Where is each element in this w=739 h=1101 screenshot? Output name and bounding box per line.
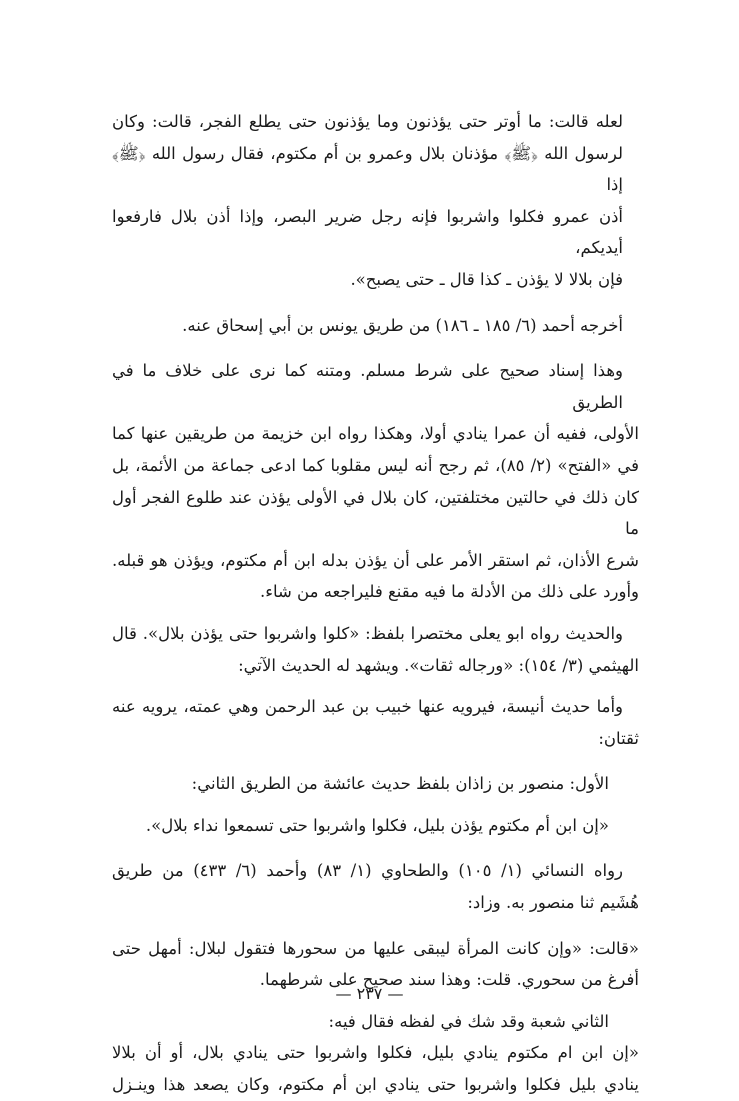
text-line: لعله قالت: ما أوتر حتى يؤذنون وما يؤذنون حتى يطلع الفجر، قالت: وكان	[112, 112, 623, 131]
text-line: أفرغ من سحوري. قلت: وهذا سند صحيح على شرطهما.	[259, 970, 639, 990]
text-line: «إن ابن ام مكتوم ينادي بليل، فكلوا واشربوا حتى ينادي بلال، أو أن بلالا	[112, 1043, 639, 1063]
text-line: الهيثمي (٣/ ١٥٤): «ورجاله ثقات». ويشهد له الحديث الآتي:	[238, 655, 639, 675]
text-line: رواه النسائي (١/ ١٠٥) والطحاوي (١/ ٨٣) وأحمد (٦/ ٤٣٣) من طريق	[112, 861, 624, 881]
text-line: والحديث رواه ابو يعلى مختصرا بلفظ: «كلوا واشربوا حتى يؤذن بلال». قال	[112, 623, 623, 643]
text-line: أخرجه أحمد (٦/ ١٨٥ ـ ١٨٦) من طريق يونس بن أبي إسحاق عنه.	[182, 315, 623, 335]
paragraph-abu-yala	[112, 618, 639, 681]
text-line: «قالت: «وإن كانت المرأة ليبقى عليها من سحورها فتقول لبلال: أمهل حتى	[112, 938, 639, 958]
paragraph-nasai-reference	[112, 855, 639, 918]
text-line: وهذا إسناد صحيح على شرط مسلم. ومتنه كما نرى على خلاف ما في الطريق	[112, 361, 623, 412]
text-line: هُشَيم ثنا منصور به. وزاد:	[467, 893, 639, 913]
text-line: ينادي بليل فكلوا واشربوا حتى ينادي ابن أم مكتوم، وكان يصعد هذا وينـزل	[112, 1075, 639, 1095]
text-line: شرع الأذان، ثم استقر الأمر على أن يؤذن بدله ابن أم مكتوم، ويؤذن هو قبله.	[112, 550, 639, 570]
text-line: «إن ابن أم مكتوم يؤذن بليل، فكلوا واشربوا حتى تسمعوا نداء بلال».	[145, 815, 609, 835]
paragraph-aisha-narration	[112, 106, 639, 296]
text-line: أذن عمرو فكلوا واشربوا فإنه رجل ضرير البصر، وإذا أذن بلال فارفعوا أيديكم،	[112, 206, 623, 258]
paragraph-ahmad-reference	[112, 310, 639, 342]
text-line: كان ذلك في حالتين مختلفتين، كان بلال في الأولى يؤذن عند طلوع الفجر أول ما	[112, 487, 639, 539]
text-line: في «الفتح» (٢/ ٨٥)، ثم رجح أنه ليس مقلوبا كما ادعى جماعة من الأئمة، بل	[112, 455, 639, 475]
text-line: وأما حديث أنيسة، فيرويه عنها خبيب بن عبد الرحمن وهي عمته، يرويه عنه	[112, 697, 623, 717]
paragraph-hadith-quote-1	[112, 810, 639, 842]
page-number: — ٢٣٧ —	[335, 984, 404, 1003]
text-line: لرسول الله ﴿ﷺ﴾ مؤذنان بلال وعمرو بن أم مكتوم، فقال رسول الله ﴿ﷺ﴾ إذا	[112, 143, 623, 195]
text-line: ثقتان:	[598, 728, 639, 748]
paragraph-unaysa	[112, 691, 639, 754]
paragraph-isnad-commentary	[112, 355, 639, 608]
text-line: الأولى، ففيه أن عمرا ينادي أولا، وهكذا رواه ابن خزيمة من طريقين عنها كما	[112, 424, 639, 444]
page-body-text	[112, 106, 639, 1101]
text-line: وأورد على ذلك من الأدلة ما فيه مقنع فليراجعه من شاء.	[259, 582, 639, 602]
paragraph-hadith-quote-3	[112, 1037, 639, 1100]
paragraph-first-narrator	[112, 768, 639, 800]
text-line: الأول: منصور بن زاذان بلفظ حديث عائشة من الطريق الثاني:	[191, 774, 609, 794]
paragraph-second-narrator	[112, 1006, 639, 1038]
text-line: فإن بلالا لا يؤذن ـ كذا قال ـ حتى يصبح».	[350, 269, 623, 289]
text-line: الثاني شعبة وقد شك في لفظه فقال فيه:	[328, 1011, 609, 1031]
